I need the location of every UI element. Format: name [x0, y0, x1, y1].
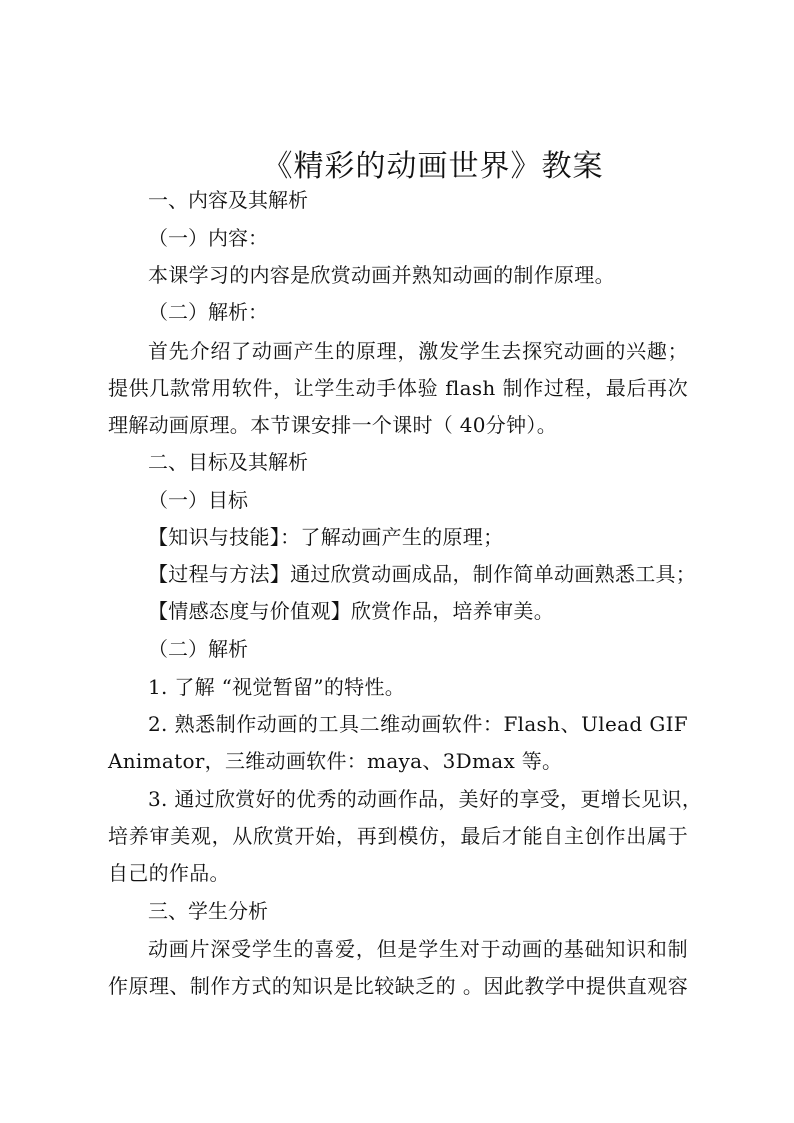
subheading-content: （一）内容： — [148, 226, 268, 250]
paragraph-line: 理解动画原理。本节课安排一个课时（ 40分钟）。 — [108, 413, 558, 437]
section-heading-students: 三、学生分析 — [148, 899, 268, 923]
subheading-objectives: （一）目标 — [148, 488, 248, 512]
section-heading-content-analysis: 一、内容及其解析 — [148, 188, 308, 212]
paragraph-line: 首先介绍了动画产生的原理，激发学生去探究动画的兴趣； — [148, 339, 688, 363]
paragraph-line: 提供几款常用软件，让学生动手体验 flash 制作过程，最后再次 — [108, 376, 688, 400]
subheading-analysis-2: （二）解析 — [148, 637, 248, 661]
list-item-2: 2. 熟悉制作动画的工具二维动画软件：Flash、Ulead GIF — [148, 712, 688, 736]
list-item-2-cont: Animator，三维动画软件：maya、3Dmax 等。 — [108, 749, 563, 773]
objective-process: 【过程与方法】通过欣赏动画成品，制作简单动画熟悉工具； — [148, 562, 697, 586]
section-heading-objectives: 二、目标及其解析 — [148, 450, 308, 474]
objective-knowledge: 【知识与技能】：了解动画产生的原理； — [148, 525, 504, 549]
list-item-3-cont: 培养审美观，从欣赏开始，再到模仿，最后才能自主创作出属于 — [108, 824, 688, 848]
list-item-3-cont: 自己的作品。 — [108, 861, 230, 885]
objective-emotion: 【情感态度与价值观】欣赏作品，培养审美。 — [148, 599, 554, 623]
list-item-3: 3. 通过欣赏好的优秀的动画作品，美好的享受，更增长见识， — [148, 787, 703, 811]
paragraph-line: 本课学习的内容是欣赏动画并熟知动画的制作原理。 — [148, 263, 615, 287]
paragraph-line: 作原理、制作方式的知识是比较缺乏的 。因此教学中提供直观容 — [108, 974, 688, 998]
list-item-1: 1. 了解 “视觉暂留”的特性。 — [148, 675, 406, 699]
paragraph-line: 动画片深受学生的喜爱，但是学生对于动画的基础知识和制 — [148, 937, 688, 961]
document-title-text: 《精彩的动画世界》教案 — [262, 149, 604, 184]
subheading-analysis: （二）解析： — [148, 300, 268, 324]
document-title — [0, 141, 794, 185]
